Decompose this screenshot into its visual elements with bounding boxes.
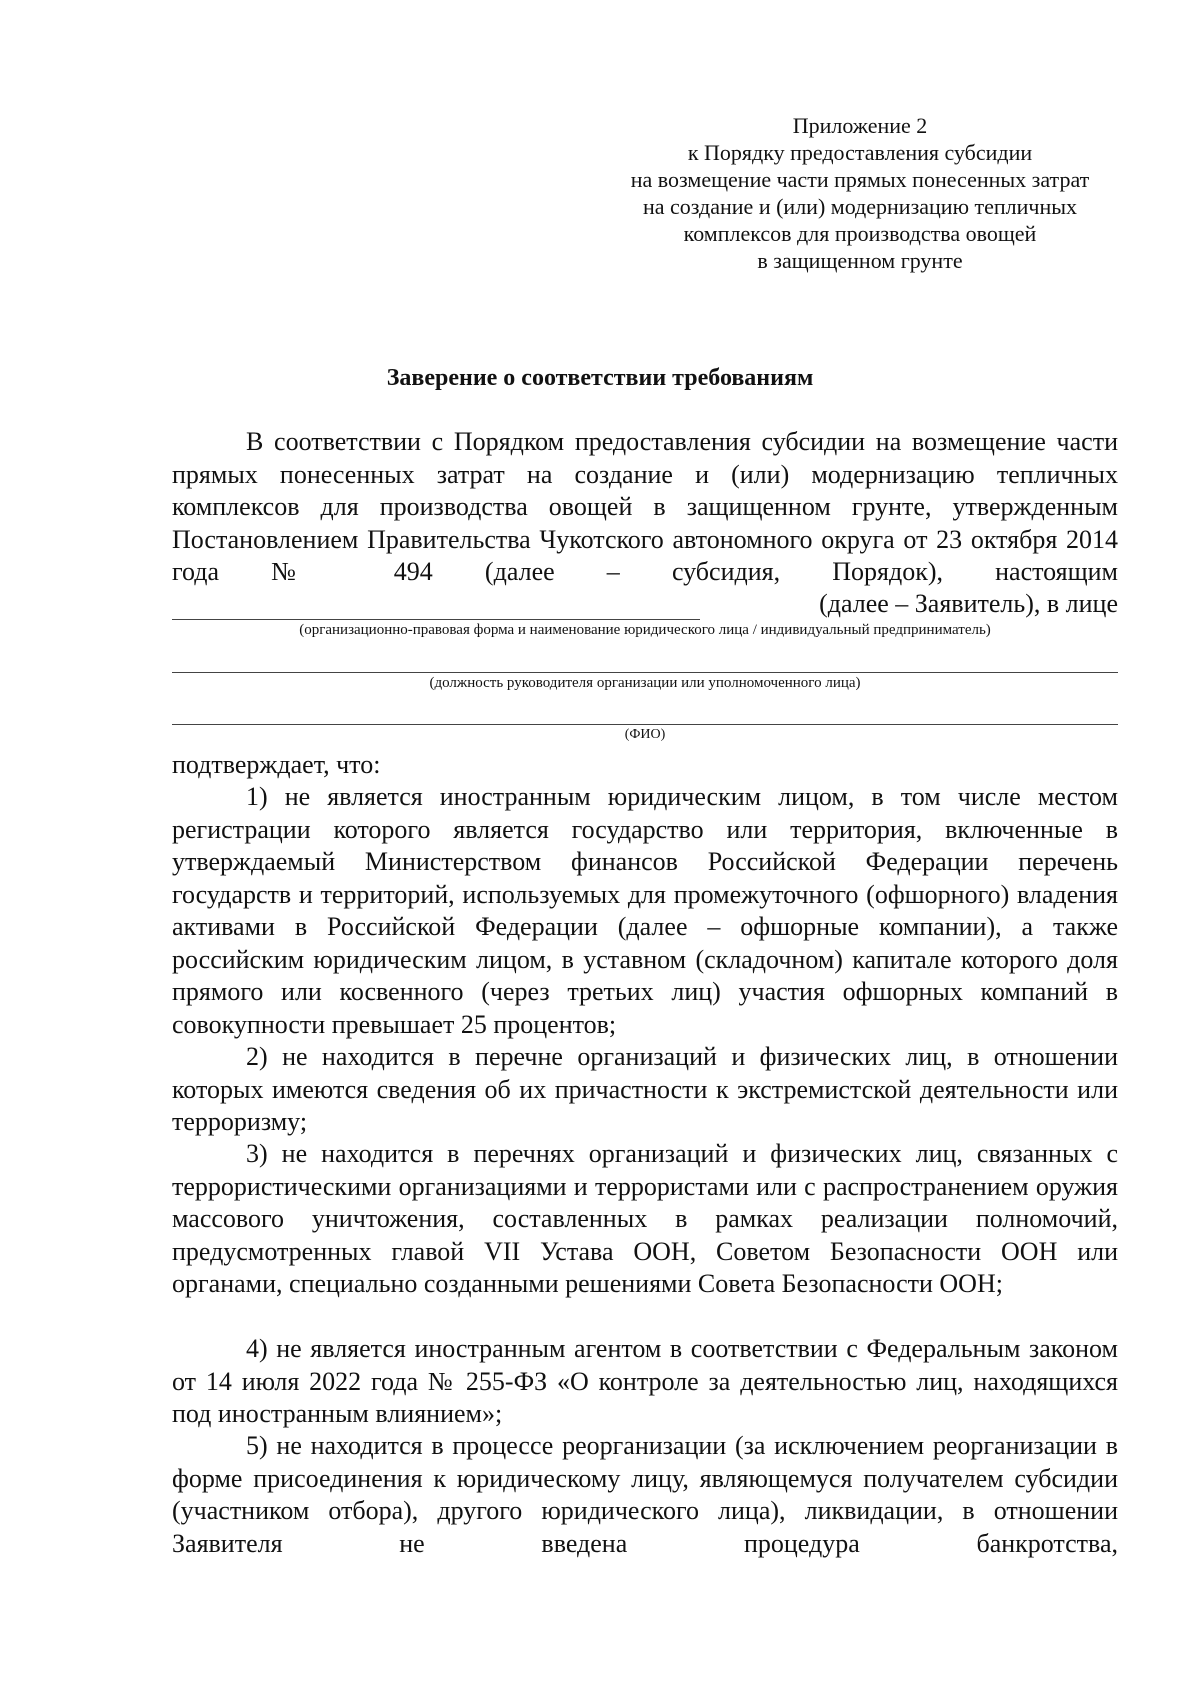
confirms-text: подтверждает, что:: [172, 750, 381, 779]
appendix-line: на создание и (или) модернизацию тепличных: [642, 194, 1078, 219]
applicant-tail-text: (далее – Заявитель), в лице: [819, 589, 1118, 618]
list-item-2: 2) не находится в перечне организаций и физических лиц, в отношении которых имеются сведения об их причастности к экстремистской деятельности или терроризму;: [172, 1042, 1118, 1136]
list-item-5: 5) не находится в процессе реорганизации (за исключением реорганизации в форме присоединения к юридическому лицу, являющемуся получателем субсидии (участником отбора), другого юридического лица), ликвидации, в отношении Заявителя не введена процедура банкротства,: [172, 1431, 1118, 1558]
document-title: Заверение о соответствии требованиям: [386, 365, 814, 391]
fio-line: [172, 724, 1118, 725]
organization-caption: (организационно-правовая форма и наименование юридического лица / индивидуальный предприниматель): [299, 622, 991, 638]
applicant-name-line: [172, 619, 700, 620]
appendix-line: к Порядку предоставления субсидии: [687, 140, 1033, 165]
fio-caption: (ФИО): [624, 727, 666, 742]
appendix-header: [580, 112, 1140, 274]
list-item-4: 4) не является иностранным агентом в соответствии с Федеральным законом от 14 июля 2022 года № 255-ФЗ «О контроле за деятельностью лиц, находящихся под иностранным влиянием»;: [172, 1334, 1118, 1428]
position-caption: (должность руководителя организации или уполномоченного лица): [429, 675, 861, 691]
position-line: [172, 672, 1118, 673]
appendix-line: на возмещение части прямых понесенных затрат: [630, 167, 1090, 192]
appendix-line: комплексов для производства овощей: [683, 221, 1037, 246]
appendix-line: в защищенном грунте: [757, 248, 963, 273]
list-item-1: 1) не является иностранным юридическим лицом, в том числе местом регистрации которого является государство или территория, включенные в утверждаемый Министерством финансов Российской Федерации перечень государств и территорий, используемых для промежуточного (офшорного) владения активами в Российской Федерации (далее – офшорные компании), а также российским юридическим лицом, в уставном (складочном) капитале которого доля прямого или косвенного (через третьих лиц) участия офшорных компаний в совокупности превышает 25 процентов;: [172, 782, 1118, 1039]
appendix-line: Приложение 2: [792, 113, 928, 138]
list-item-3: 3) не находится в перечнях организаций и физических лиц, связанных с террористическими организациями и террористами или с распространением оружия массового уничтожения, составленных в рамках реализации полномочий, предусмотренных главой VII Устава ООН, Советом Безопасности ООН или органами, специально созданными решениями Совета Безопасности ООН;: [172, 1139, 1118, 1298]
intro-paragraph: В соответствии с Порядком предоставления субсидии на возмещение части прямых понесенных затрат на создание и (или) модернизацию тепличных комплексов для производства овощей в защищенном грунте, утвержденным Постановлением Правительства Чукотского автономного округа от 23 октября 2014 года № 494 (далее – субсидия, Порядок), настоящим: [172, 427, 1118, 586]
